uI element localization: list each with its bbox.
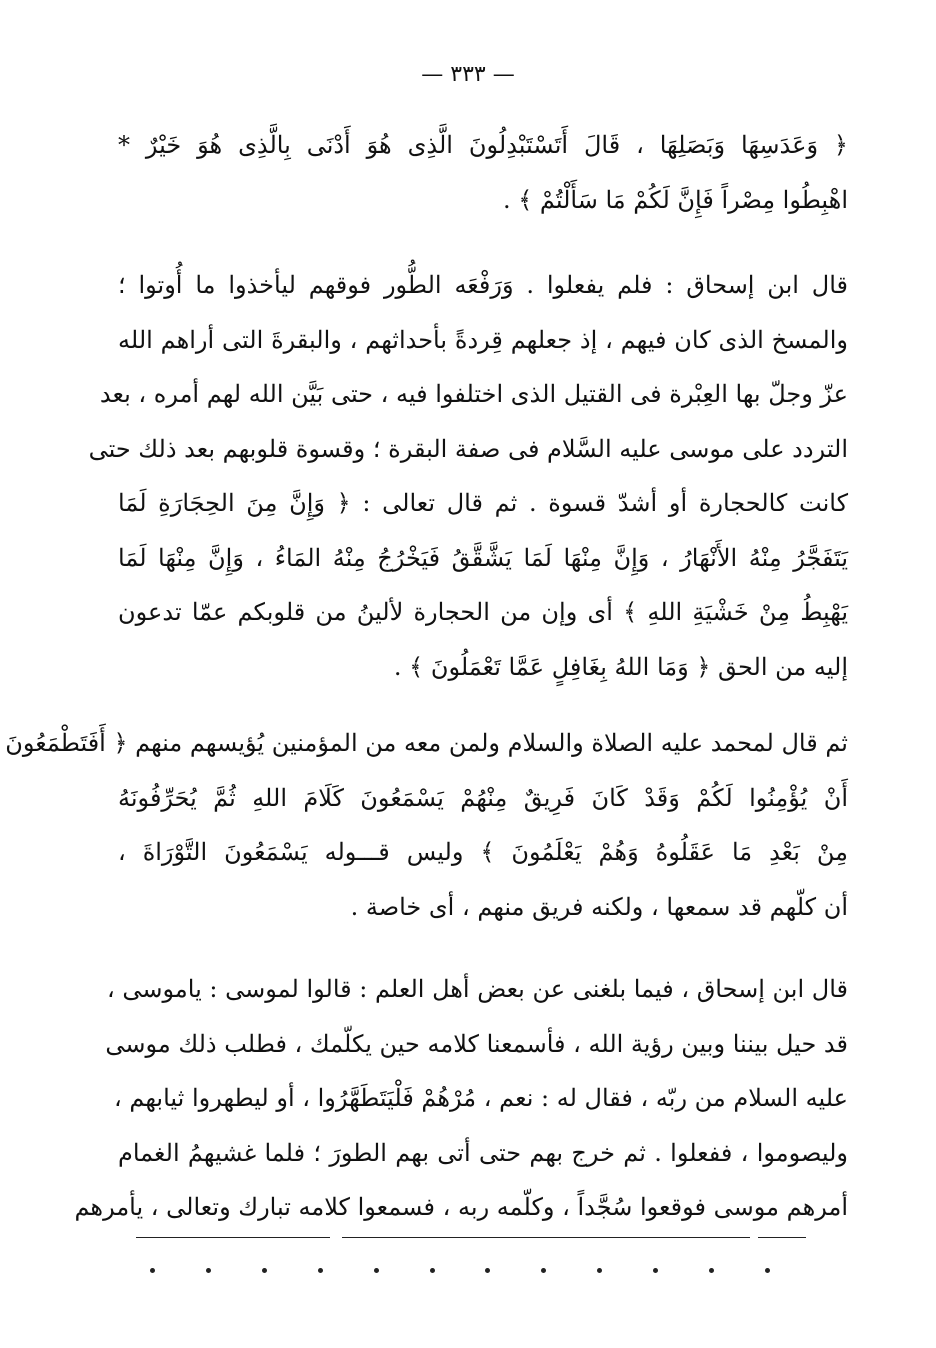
text-line: عليه السلام من ربّه ، فقال له : نعم ، مُرْهُمْ فَلْيَتَطَهَّرُوا ، أو ليطهروا ثيابهم ، <box>113 1084 848 1112</box>
text-line: قال ابن إسحاق : فلم يفعلوا . وَرَفْعَه الطُّور فوقهم ليأخذوا ما أُوتوا ؛ <box>118 271 848 299</box>
text-line: يَهْبِطُ مِنْ خَشْيَةِ اللهِ ﴾ أى وإن من الحجارة لألينُ من قلوبكم عمّا تدعون <box>118 598 848 626</box>
text-line: مِنْ بَعْدِ مَا عَقَلُوهُ وَهُمْ يَعْلَمُونَ ﴾ وليس قـــوله يَسْمَعُونَ التَّوْرَاةَ ، <box>118 838 848 866</box>
dot-mark <box>150 1268 155 1273</box>
dot-mark <box>541 1268 546 1273</box>
text-line: وليصوموا ، ففعلوا . ثم خرج بهم حتى أتى بهم الطورَ ؛ فلما غشيهمُ الغمام <box>118 1138 848 1167</box>
quran-quote-paragraph <box>118 118 848 227</box>
dot-mark <box>430 1268 435 1273</box>
footnote-dots <box>150 1262 770 1278</box>
dot-mark <box>262 1268 267 1273</box>
paragraph-ibn-ishaq-1 <box>88 258 849 694</box>
footnote-divider <box>758 1237 806 1238</box>
text-line: عزّ وجلّ بها العِبْرة فى القتيل الذى اختلفوا فيه ، حتى بَيَّن الله لهم أمره ، بعد <box>99 380 848 408</box>
dot-mark <box>485 1268 490 1273</box>
paragraph-muhammad <box>5 716 848 934</box>
text-line: يَتَفَجَّرُ مِنْهُ الأَنْهَارُ ، وَإِنَّ مِنْهَا لَمَا يَشَّقَّقُ فَيَخْرُجُ مِنْهُ المَاءُ ، وَإِنَّ مِنْهَا لَمَا <box>118 543 849 572</box>
text-line: أَنْ يُؤْمِنُوا لَكُمْ وَقَدْ كَانَ فَرِيقٌ مِنْهُمْ يَسْمَعُونَ كَلَامَ اللهِ ثُمَّ يُحَرِّفُونَهُ <box>118 783 848 812</box>
footnote-divider <box>136 1237 330 1238</box>
text-line: أن كلّهم قد سمعها ، ولكنه فريق منهم ، أى خاصة . <box>350 892 848 921</box>
footnote-divider <box>342 1237 750 1238</box>
text-line: التردد على موسى عليه السَّلام فى صفة البقرة ؛ وقسوة قلوبهم بعد ذلك حتى <box>88 434 848 463</box>
dot-mark <box>709 1268 714 1273</box>
dot-mark <box>374 1268 379 1273</box>
text-line: كانت كالحجارة أو أشدّ قسوة . ثم قال تعالى : ﴿ وَإِنَّ مِنَ الحِجَارَةِ لَمَا <box>118 489 848 517</box>
dot-mark <box>318 1268 323 1273</box>
text-line: قال ابن إسحاق ، فيما بلغنى عن بعض أهل العلم : قالوا لموسى : ياموسى ، <box>107 975 848 1003</box>
text-line: قد حيل بيننا وبين رؤية الله ، فأسمعنا كلامه حين يكلّمك ، فطلب ذلك موسى <box>105 1029 848 1058</box>
dot-mark <box>597 1268 602 1273</box>
text-line: اهْبِطُوا مِصْراً فَإِنَّ لَكُمْ مَا سَأَلْتُمْ ﴾ . <box>502 185 848 214</box>
text-line: ﴿ وَعَدَسِهَا وَبَصَلِهَا ، قَالَ أَتَسْتَبْدِلُونَ الَّذِى هُوَ أَدْنَى بِالَّذِى هُوَ خَيْرٌ * <box>118 131 848 159</box>
dot-mark <box>653 1268 658 1273</box>
text-line: ثم قال لمحمد عليه الصلاة والسلام ولمن معه من المؤمنين يُؤيسهم منهم ﴿ أَفَتَطْمَعُونَ <box>5 729 848 757</box>
text-line: إليه من الحق ﴿ وَمَا اللهُ بِغَافِلٍ عَمَّا تَعْمَلُونَ ﴾ . <box>393 652 848 681</box>
page-number: — ٣٣٣ — <box>421 62 515 87</box>
text-line: أمرهم موسى فوقعوا سُجَّداً ، وكلّمه ربه ، فسمعوا كلامه تبارك وتعالى ، يأمرهم <box>74 1193 848 1221</box>
text-line: والمسخ الذى كان فيهم ، إذ جعلهم قِردةً بأحداثهم ، والبقرةَ التى أراهم الله <box>118 325 848 354</box>
paragraph-ibn-ishaq-2 <box>74 962 848 1235</box>
dot-mark <box>765 1268 770 1273</box>
dot-mark <box>206 1268 211 1273</box>
